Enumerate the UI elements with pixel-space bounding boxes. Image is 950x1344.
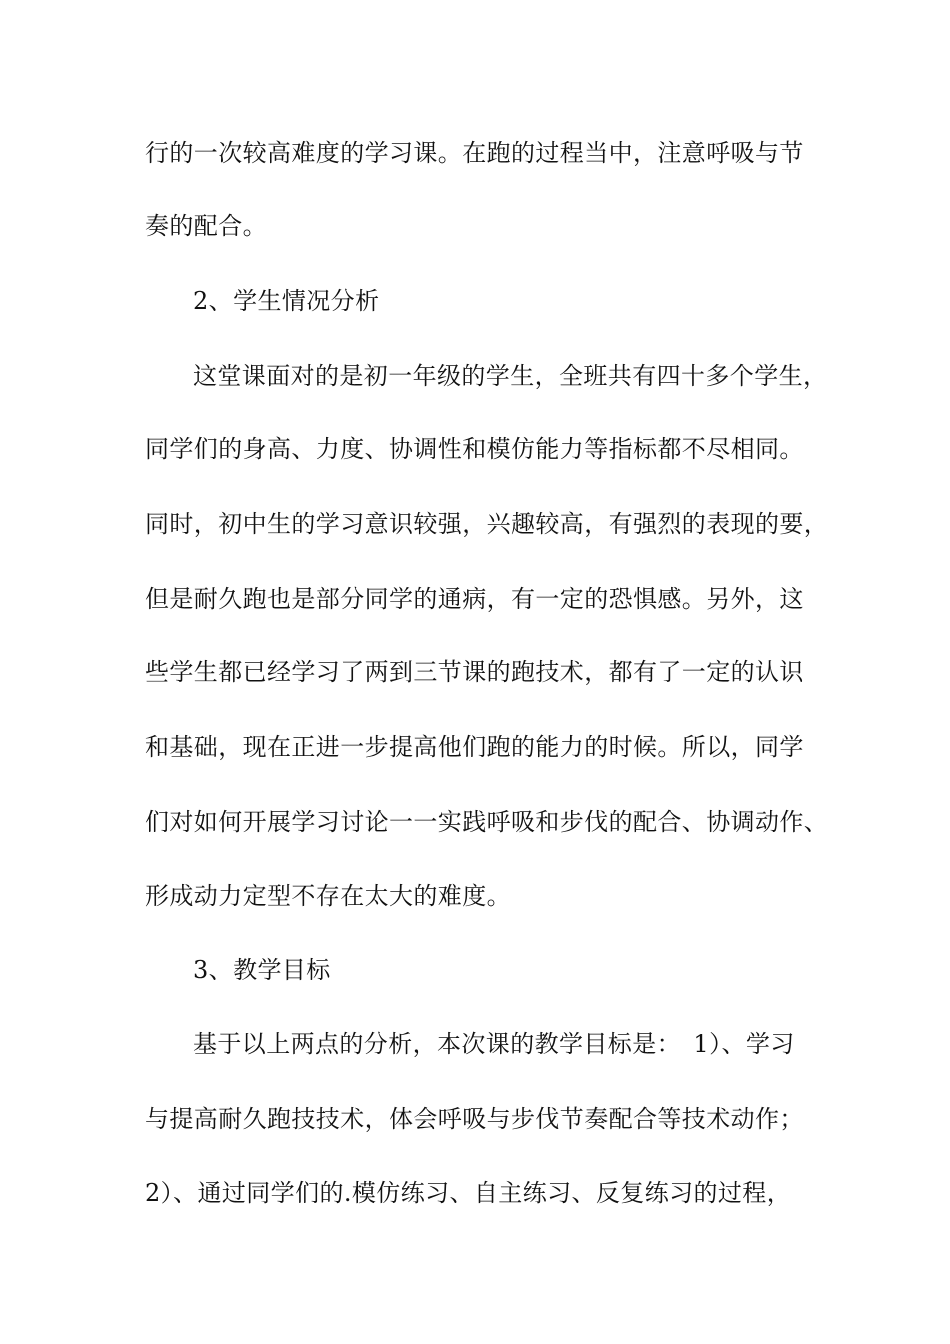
paragraph-line: 们对如何开展学习讨论一一实践呼吸和步伐的配合、协调动作、 [145, 808, 829, 836]
paragraph-line: 这堂课面对的是初一年级的学生，全班共有四十多个学生， [193, 362, 828, 390]
paragraph-line: 2）、通过同学们的.模仿练习、自主练习、反复练习的过程， [145, 1179, 792, 1207]
paragraph-line: 些学生都已经学习了两到三节课的跑技术，都有了一定的认识 [145, 658, 804, 686]
section-heading: 2、学生情况分析 [193, 287, 380, 315]
paragraph-line: 与提高耐久跑技技术，体会呼吸与步伐节奏配合等技术动作； [145, 1105, 804, 1133]
section-heading: 3、教学目标 [193, 956, 331, 984]
paragraph-line: 行的一次较高难度的学习课。在跑的过程当中，注意呼吸与节 [145, 139, 804, 167]
paragraph-line: 同时，初中生的学习意识较强，兴趣较高，有强烈的表现的要， [145, 510, 829, 538]
paragraph-line: 同学们的身高、力度、协调性和模仿能力等指标都不尽相同。 [145, 435, 804, 463]
paragraph-line: 基于以上两点的分析，本次课的教学目标是： 1）、学习 [193, 1030, 795, 1058]
paragraph-line: 和基础，现在正进一步提高他们跑的能力的时候。所以，同学 [145, 733, 804, 761]
paragraph-line: 奏的配合。 [145, 212, 267, 240]
paragraph-line: 形成动力定型不存在太大的难度。 [145, 882, 511, 910]
paragraph-line: 但是耐久跑也是部分同学的通病，有一定的恐惧感。另外，这 [145, 585, 804, 613]
